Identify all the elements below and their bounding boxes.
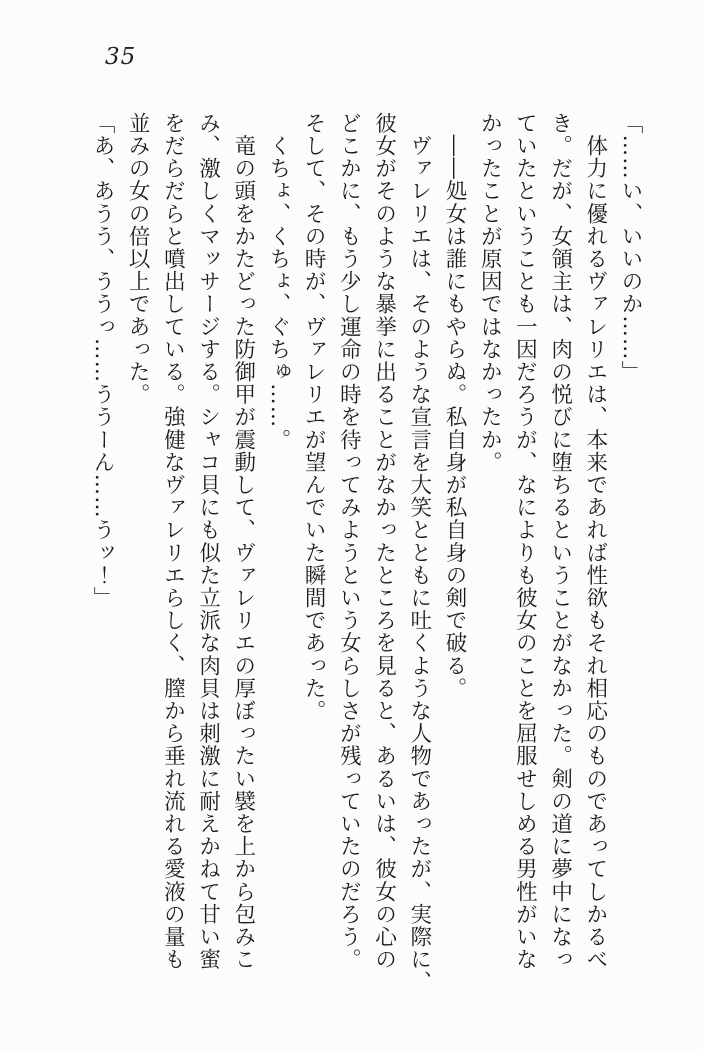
text-column: 彼女がそのような暴挙に出ることがなかったところを見ると、あるいは、彼女の心の [371, 112, 397, 971]
text-column: ていたということも一因だろうが、なによりも彼女のことを屈服せしめる男性がいな [512, 112, 538, 971]
text-column: 「あ、あうう、ううっ……ううーん……うッ！」 [89, 112, 115, 610]
text-column: ――処女は誰にもやらぬ。私自身が私自身の剣で破る。 [441, 112, 467, 700]
text-column: き。だが、女領主は、肉の悦びに堕ちるということがなかった。剣の道に夢中になっ [547, 112, 573, 971]
text-column: 竜の頭をかたどった防御甲が震動して、ヴァレリエの厚ぼったい襞を上から包みこ [230, 112, 256, 971]
text-column: かったことが原因ではなかったか。 [477, 112, 503, 474]
text-column: み、激しくマッサージする。シャコ貝にも似た立派な肉貝は刺激に耐えかねて甘い蜜 [195, 112, 221, 971]
text-column: ヴァレリエは、そのような宣言を大笑とともに吐くような人物であったが、実際に、 [406, 112, 432, 994]
text-column: 並みの女の倍以上であった。 [125, 112, 151, 406]
text-column: 「……い、いいのか……」 [618, 112, 643, 384]
text-column: 体力に優れるヴァレリエは、本来であれば性欲もそれ相応のものであってしかるべ [582, 112, 608, 971]
text-column: どこかに、もう少し運命の時を待ってみようという女らしさが残っていたのだろう。 [336, 112, 362, 971]
page-number: 35 [105, 44, 137, 70]
text-column: をだらだらと噴出している。強健なヴァレリエらしく、膣から垂れ流れる愛液の量も [160, 112, 186, 971]
text-column: くちょ、くちょ、ぐちゅ……。 [265, 112, 291, 451]
page-text [84, 112, 648, 994]
text-column: そして、その時が、ヴァレリエが望んでいた瞬間であった。 [301, 112, 327, 723]
